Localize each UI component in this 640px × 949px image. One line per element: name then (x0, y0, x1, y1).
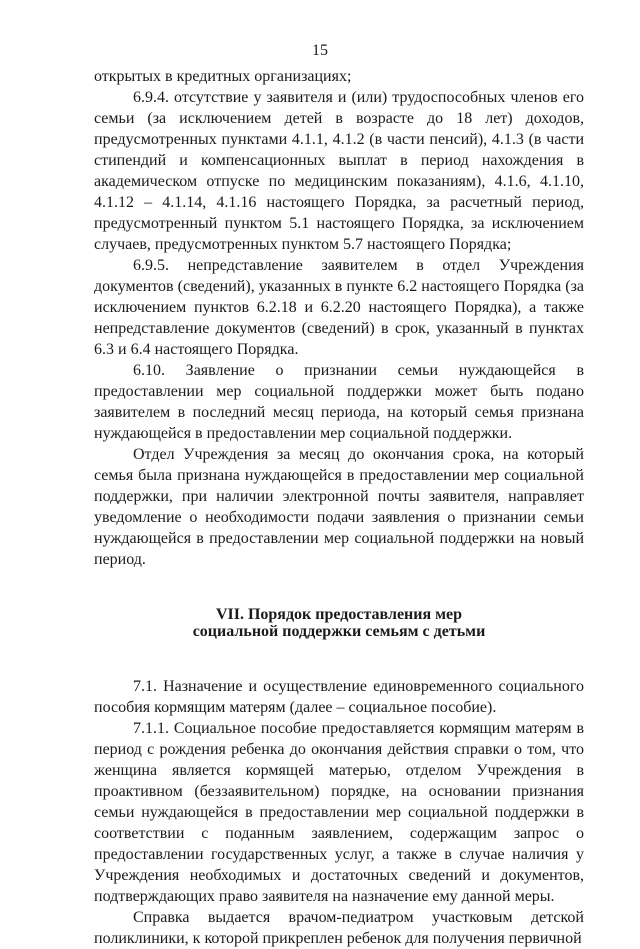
paragraph: Отдел Учреждения за месяц до окончания срока, на который семья была признана нуждающейся в предоставлении мер социальной поддержки, при наличии электронной почты заявителя, направляет уведомление о необходимости подачи заявления о признании семьи нуждающейся в предоставлении мер социальной поддержки на новый период. (94, 446, 584, 568)
page-number: 15 (312, 42, 328, 59)
section-heading-line: VII. Порядок предоставления мер (215, 606, 463, 623)
paragraph: 6.9.5. непредставление заявителем в отдел Учреждения документов (сведений), указанных в пункте 6.2 настоящего Порядка (за исключением пунктов 6.2.18 и 6.2.20 настоящего Порядка), а также непредставление документов (сведений) в срок, указанный в пунктах 6.3 и 6.4 настоящего Порядка. (94, 257, 584, 358)
paragraph: Справка выдается врачом-педиатром участковым детской поликлиники, к которой прикреплен ребенок для получения первичной (94, 909, 584, 947)
section-heading (94, 606, 584, 640)
paragraph: 7.1.1. Социальное пособие предоставляется кормящим матерям в период с рождения ребенка до окончания действия справки о том, что женщина является кормящей матерью, отделом Учреждения в проактивном (беззаявительном) порядке, на основании признания семьи нуждающейся в предоставлении мер социальной поддержки в соответствии с поданным заявлением, содержащим запрос о предоставлении государственных услуг, а также в случае наличия у Учреждения необходимых и достаточных сведений и документов, подтверждающих право заявителя на назначение ему данной меры. (94, 720, 584, 905)
paragraph: 7.1. Назначение и осуществление единовременного социального пособия кормящим матерям (далее – социальное пособие). (94, 678, 584, 716)
paragraph: открытых в кредитных организациях; (94, 68, 352, 85)
document-body (94, 66, 584, 949)
section-heading-line: социальной поддержки семьям с детьми (192, 623, 486, 640)
paragraph: 6.10. Заявление о признании семьи нуждающейся в предоставлении мер социальной поддержки может быть подано заявителем в последний месяц периода, на который семья признана нуждающейся в предоставлении мер социальной поддержки. (94, 362, 584, 442)
paragraph: 6.9.4. отсутствие у заявителя и (или) трудоспособных членов его семьи (за исключением детей в возрасте до 18 лет) доходов, предусмотренных пунктами 4.1.1, 4.1.2 (в части пенсий), 4.1.3 (в части стипендий и компенсационных выплат в период нахождения в академическом отпуске по медицинским показаниям), 4.1.6, 4.1.10, 4.1.12 – 4.1.14, 4.1.16 настоящего Порядка, за расчетный период, предусмотренный пунктом 5.1 настоящего Порядка, за исключением случаев, предусмотренных пунктом 5.7 настоящего Порядка; (94, 89, 584, 253)
